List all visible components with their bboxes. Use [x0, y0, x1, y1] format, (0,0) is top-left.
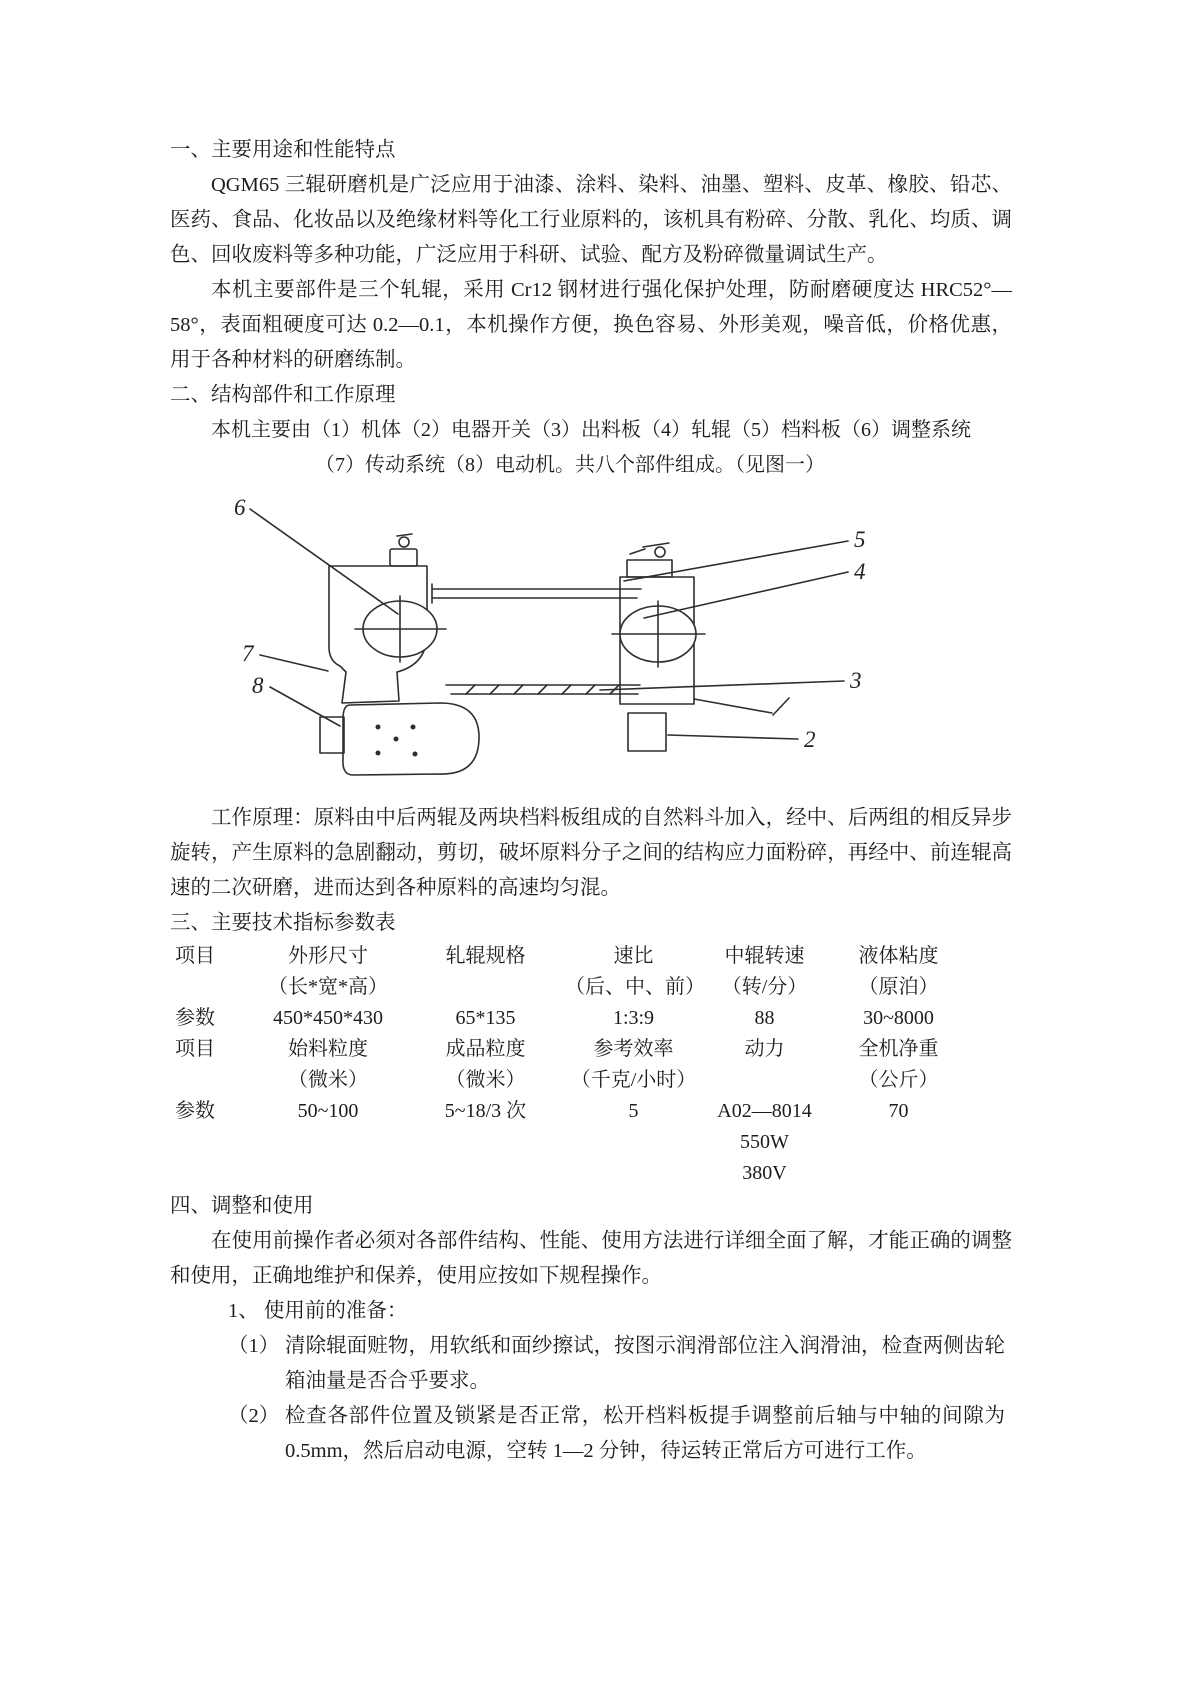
spec-table-cell — [827, 1127, 970, 1158]
right-adjust-cap — [627, 560, 672, 577]
figure-mark-1 — [773, 698, 789, 715]
machine-diagram-figure — [228, 489, 888, 779]
motor-body — [343, 703, 479, 775]
spec-table-cell: 项目 — [175, 1038, 215, 1060]
prep-list-title: 1、 使用前的准备： — [228, 1300, 408, 1322]
spec-table-cell — [170, 1065, 250, 1096]
spec-table-cell: 30~8000 — [863, 1007, 934, 1029]
leader-7 — [260, 655, 328, 671]
section2-heading: 二、结构部件和工作原理 — [170, 384, 396, 406]
spec-table-cell: 5 — [628, 1100, 639, 1122]
working-principle-paragraph: 工作原理：原料由中后两辊及两块档料板组成的自然料斗加入，经中、后两组的相反异步旋转，产生原料的急剧翻动，剪切，破坏原料分子之间的结构应力面粉碎，再经中、前连辊高速的二次研磨，进而达到各种原料的高速均匀混。 — [170, 807, 1012, 899]
switch-box — [628, 713, 666, 751]
leader-8 — [270, 687, 340, 726]
list-item-text: 检查各部件位置及锁紧是否正常，松开档料板提手调整前后轴与中轴的间隙为 0.5mm，然后启动电源，空转 1—2 分钟，待运转正常后方可进行工作。 — [285, 1405, 1005, 1462]
spec-table-cell: 成品粒度 — [445, 1038, 526, 1060]
spec-table-row — [170, 1127, 972, 1158]
spec-table-cell: A02—8014 — [717, 1100, 812, 1122]
leader-2 — [668, 735, 798, 739]
spec-table-cell — [170, 972, 250, 1003]
section2-parts-line2: （7）传动系统（8）电动机。共八个部件组成。（见图一） — [315, 454, 825, 476]
spec-table-cell: 450*450*430 — [273, 1007, 383, 1029]
spec-table-cell — [170, 1158, 250, 1189]
spec-table-cell: 5~18/3 次 — [444, 1100, 527, 1122]
spec-table-cell — [406, 1158, 565, 1189]
list-item-marker: （2） — [228, 1405, 280, 1427]
spec-table-row — [170, 1003, 972, 1034]
spec-table-cell: 550W — [740, 1131, 789, 1153]
spec-table-cell: （长*宽*高） — [268, 976, 388, 998]
spec-table-row — [170, 972, 972, 1003]
spec-table-cell: （千克/小时） — [570, 1069, 697, 1091]
spec-table-cell: 65*135 — [455, 1007, 516, 1029]
spec-table-cell: 中辊转速 — [724, 945, 805, 967]
section1-paragraph-1: QGM65 三辊研磨机是广泛应用于油漆、涂料、染料、油墨、塑料、皮革、橡胶、铅芯、医药、食品、化妆品以及绝缘材料等化工行业原料的，该机具有粉碎、分散、乳化、均质、调色、回收废料等多种功能，广泛应用于科研、试验、配方及粉碎微量调试生产。 — [170, 174, 1012, 266]
section1-paragraph-2: 本机主要部件是三个轧辊，采用 Cr12 钢材进行强化保护处理，防耐磨硬度达 HRC52°—58°，表面粗硬度可达 0.2—0.1，本机操作方便，换色容易、外形美观，噪音低，价格优惠，用于各种材料的研磨练制。 — [170, 279, 1012, 371]
machine-diagram-svg — [228, 489, 888, 779]
spec-table-cell — [406, 1127, 565, 1158]
spec-table-cell: 50~100 — [297, 1100, 359, 1122]
spec-table-cell: 参数 — [175, 1100, 215, 1122]
spec-table-cell: 速比 — [613, 945, 654, 967]
prep-list-item-2 — [170, 1399, 1012, 1469]
spec-table-cell: 液体粘度 — [858, 945, 939, 967]
spec-table-cell: （转/分） — [721, 976, 808, 998]
figure-label-4: 4 — [854, 559, 866, 584]
section3-heading: 三、主要技术指标参数表 — [170, 912, 396, 934]
spec-table-cell: （微米） — [288, 1069, 368, 1091]
figure-label-3: 3 — [850, 668, 862, 693]
spec-table-row — [170, 1065, 972, 1096]
spec-table — [170, 941, 972, 1189]
spec-table-cell: 参数 — [175, 1007, 215, 1029]
leader-6 — [250, 509, 398, 614]
spec-table-cell — [565, 1158, 702, 1189]
spec-table-row — [170, 1034, 972, 1065]
spec-table-cell: 轧辊规格 — [445, 945, 526, 967]
section4-paragraph: 在使用前操作者必须对各部件结构、性能、使用方法进行详细全面了解，才能正确的调整和使用，正确地维护和保养，使用应按如下规程操作。 — [170, 1230, 1012, 1287]
figure-label-2: 2 — [804, 727, 816, 752]
spec-table-cell: 参考效率 — [593, 1038, 674, 1060]
spec-table-row — [170, 1158, 972, 1189]
left-adjust-bolt — [399, 537, 409, 547]
figure-label-5: 5 — [854, 527, 866, 552]
spec-table-cell: 外形尺寸 — [288, 945, 368, 967]
section1-heading: 一、主要用途和性能特点 — [170, 139, 396, 161]
figure-label-6: 6 — [234, 495, 246, 520]
leader-1-mark — [694, 699, 772, 713]
spec-table-cell: 70 — [888, 1100, 909, 1122]
section4-heading: 四、调整和使用 — [170, 1195, 314, 1217]
spec-table-cell: 全机净重 — [858, 1038, 939, 1060]
spec-table-cell — [250, 1158, 406, 1189]
list-item-marker: （1） — [228, 1335, 280, 1357]
figure-label-8: 8 — [252, 673, 264, 698]
spec-table-cell: 380V — [742, 1162, 787, 1184]
left-adjust-cap — [390, 549, 417, 566]
spec-table-cell: 88 — [754, 1007, 775, 1029]
right-adjust-bolt — [655, 547, 665, 557]
list-item-text: 清除辊面赃物，用软纸和面纱擦试，按图示润滑部位注入润滑油，检查两侧齿轮箱油量是否合乎要求。 — [285, 1335, 1005, 1392]
spec-table-cell: （微米） — [445, 1069, 526, 1091]
spec-table-cell — [827, 1158, 970, 1189]
leader-4 — [644, 572, 848, 618]
spec-table-row — [170, 941, 972, 972]
spec-table-cell — [565, 1127, 702, 1158]
spec-table-row — [170, 1096, 972, 1127]
spec-table-cell: 动力 — [744, 1038, 785, 1060]
spec-table-cell: （后、中、前） — [565, 976, 705, 998]
prep-list-item-1 — [170, 1329, 1012, 1399]
spec-table-cell: （原泊） — [858, 976, 939, 998]
spec-table-cell: 项目 — [175, 945, 215, 967]
spec-table-cell — [250, 1127, 406, 1158]
spec-table-cell — [702, 1065, 827, 1096]
figure-label-7: 7 — [242, 641, 254, 666]
section2-parts-line1: 本机主要由（1）机体（2）电器开关（3）出料板（4）轧辊（5）档料板（6）调整系统 — [211, 419, 971, 441]
spec-table-cell — [406, 972, 565, 1003]
spec-table-cell: （公斤） — [858, 1069, 939, 1091]
spec-table-cell: 1:3:9 — [612, 1007, 655, 1029]
spec-table-cell — [170, 1127, 250, 1158]
spec-table-cell: 始料粒度 — [288, 1038, 368, 1060]
